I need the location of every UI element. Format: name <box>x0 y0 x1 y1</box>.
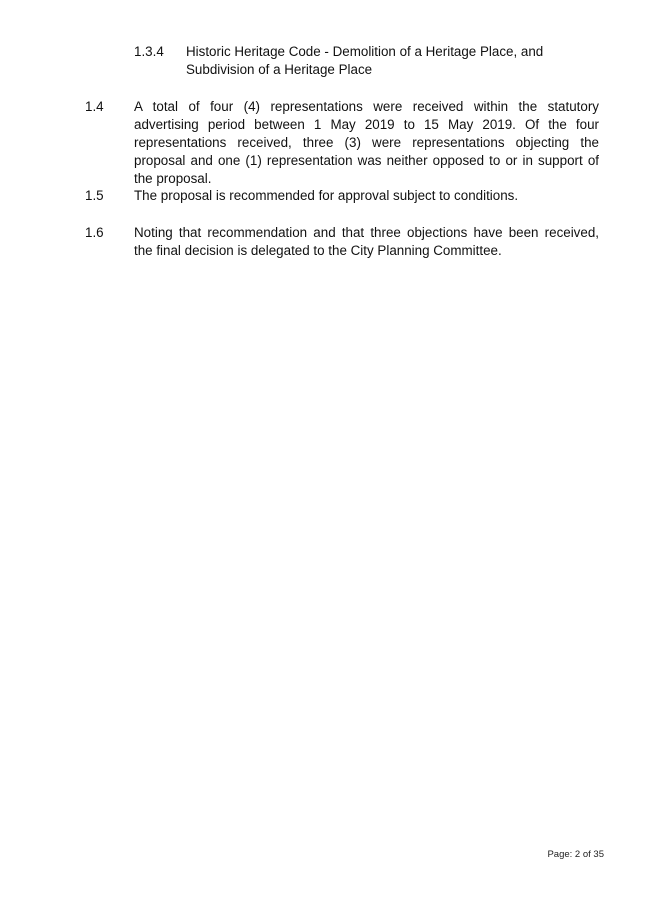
item-text-1-5: The proposal is recommended for approval subject to conditions. <box>134 188 519 203</box>
item-text-1-6: Noting that recommendation and that three objections have been received, the final decision is delegated to the City Planning Committee. <box>134 225 599 258</box>
item-text-1-4: A total of four (4) representations were received within the statutory advertising period between 1 May 2019 to 15 May 2019. Of the four representations received, three (3) were representations objecting the proposal and one (1) representation was neither opposed to or in support of the proposal. <box>134 99 599 186</box>
item-text-1-3-4: Historic Heritage Code - Demolition of a Heritage Place, and Subdivision of a Heritage Place <box>186 44 544 77</box>
item-number-1-3-4: 1.3.4 <box>134 44 164 59</box>
item-number-1-6: 1.6 <box>85 225 104 240</box>
page-number: Page: 2 of 35 <box>547 849 604 860</box>
item-number-1-5: 1.5 <box>85 188 104 203</box>
item-number-1-4: 1.4 <box>85 99 104 114</box>
